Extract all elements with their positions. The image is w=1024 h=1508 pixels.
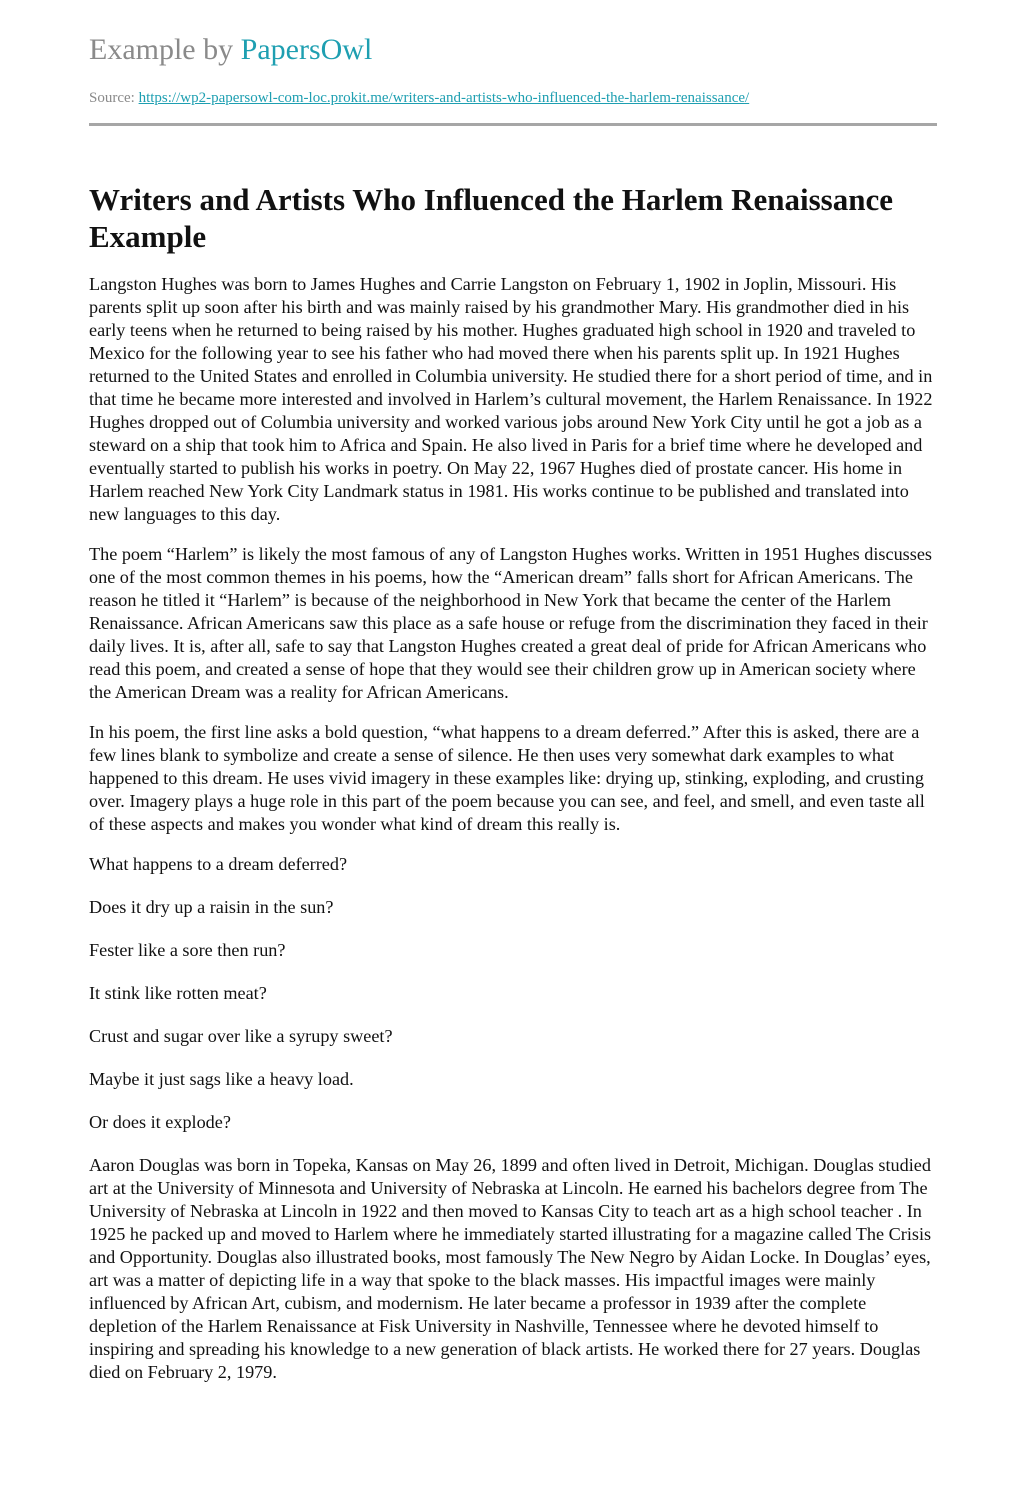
document-title: Writers and Artists Who Influenced the Harlem Renaissance Example [89,182,893,254]
source-link[interactable]: https://wp2-papersowl-com-loc.prokit.me/writers-and-artists-who-influenced-the-harlem-renaissance/ [138,90,750,106]
poem-line: Or does it explode? [89,1112,231,1132]
poem-line: Fester like a sore then run? [89,940,286,960]
poem-line: Crust and sugar over like a syrupy sweet? [89,1026,393,1046]
paragraph-poem-analysis: In his poem, the first line asks a bold question, “what happens to a dream deferred.” After this is asked, there are a few lines blank to symbolize and create a sense of silence. He then uses very somewhat dark examples to what happened to this dream. He uses vivid imagery in these examples like: drying up, stinking, exploding, and crusting over. Imagery plays a huge role in this part of the poem because you can see, and feel, and smell, and even taste all of these aspects and makes you wonder what kind of dream this really is. [89,722,925,834]
poem-line: It stink like rotten meat? [89,983,267,1003]
brand-prefix: Example by [89,33,241,66]
poem-line: Does it dry up a raisin in the sun? [89,897,334,917]
paragraph-hughes-bio: Langston Hughes was born to James Hughes and Carrie Langston on February 1, 1902 in Joplin, Missouri. His parents split up soon after his birth and was mainly raised by his grandmother Mary. His grandmother died in his early teens when he returned to being raised by his mother. Hughes graduated high school in 1920 and traveled to Mexico for the following year to see his father who had moved there when his parents split up. In 1921 Hughes returned to the United States and enrolled in Columbia university. He studied there for a short period of time, and in that time he became more interested and involved in Harlem’s cultural movement, the Harlem Renaissance. In 1922 Hughes dropped out of Columbia university and worked various jobs around New York City until he got a job as a steward on a ship that took him to Africa and Spain. He also lived in Paris for a brief time where he developed and eventually started to publish his works in poetry. On May 22, 1967 Hughes died of prostate cancer. His home in Harlem reached New York City Landmark status in 1981. His works continue to be published and translated into new languages to this day. [89,274,933,524]
paragraph-harlem-poem: The poem “Harlem” is likely the most famous of any of Langston Hughes works. Written in 1951 Hughes discusses one of the most common themes in his poems, how the “American dream” falls short for African Americans. The reason he titled it “Harlem” is because of the neighborhood in New York that became the center of the Harlem Renaissance. African Americans saw this place as a safe house or refuge from the discrimination they faced in their daily lives. It is, after all, safe to say that Langston Hughes created a great deal of pride for African Americans who read this poem, and created a sense of hope that they would see their children grow up in American society where the American Dream was a reality for African Americans. [89,544,932,702]
source-line [89,88,749,108]
paragraph-douglas-bio: Aaron Douglas was born in Topeka, Kansas on May 26, 1899 and often lived in Detroit, Michigan. Douglas studied art at the University of Minnesota and University of Nebraska at Lincoln. He earned his bachelors degree from The University of Nebraska at Lincoln in 1922 and then moved to Kansas City to teach art as a high school teacher . In 1925 he packed up and moved to Harlem where he immediately started illustrating for a magazine called The Crisis and Opportunity. Douglas also illustrated books, most famously The New Negro by Aidan Locke. In Douglas’ eyes, art was a matter of depicting life in a way that spoke to the black masses. His impactful images were mainly influenced by African Art, cubism, and modernism. He later became a professor in 1939 after the complete depletion of the Harlem Renaissance at Fisk University in Nashville, Tennessee where he devoted himself to inspiring and spreading his knowledge to a new generation of black artists. He worked there for 27 years. Douglas died on February 2, 1979. [89,1155,932,1382]
poem-line: Maybe it just sags like a heavy load. [89,1069,354,1089]
site-brand [89,30,372,70]
poem-line: What happens to a dream deferred? [89,854,348,874]
brand-name: PapersOwl [240,33,373,66]
document-body [89,273,937,1401]
header-divider [89,123,937,126]
source-label: Source: [89,90,139,106]
